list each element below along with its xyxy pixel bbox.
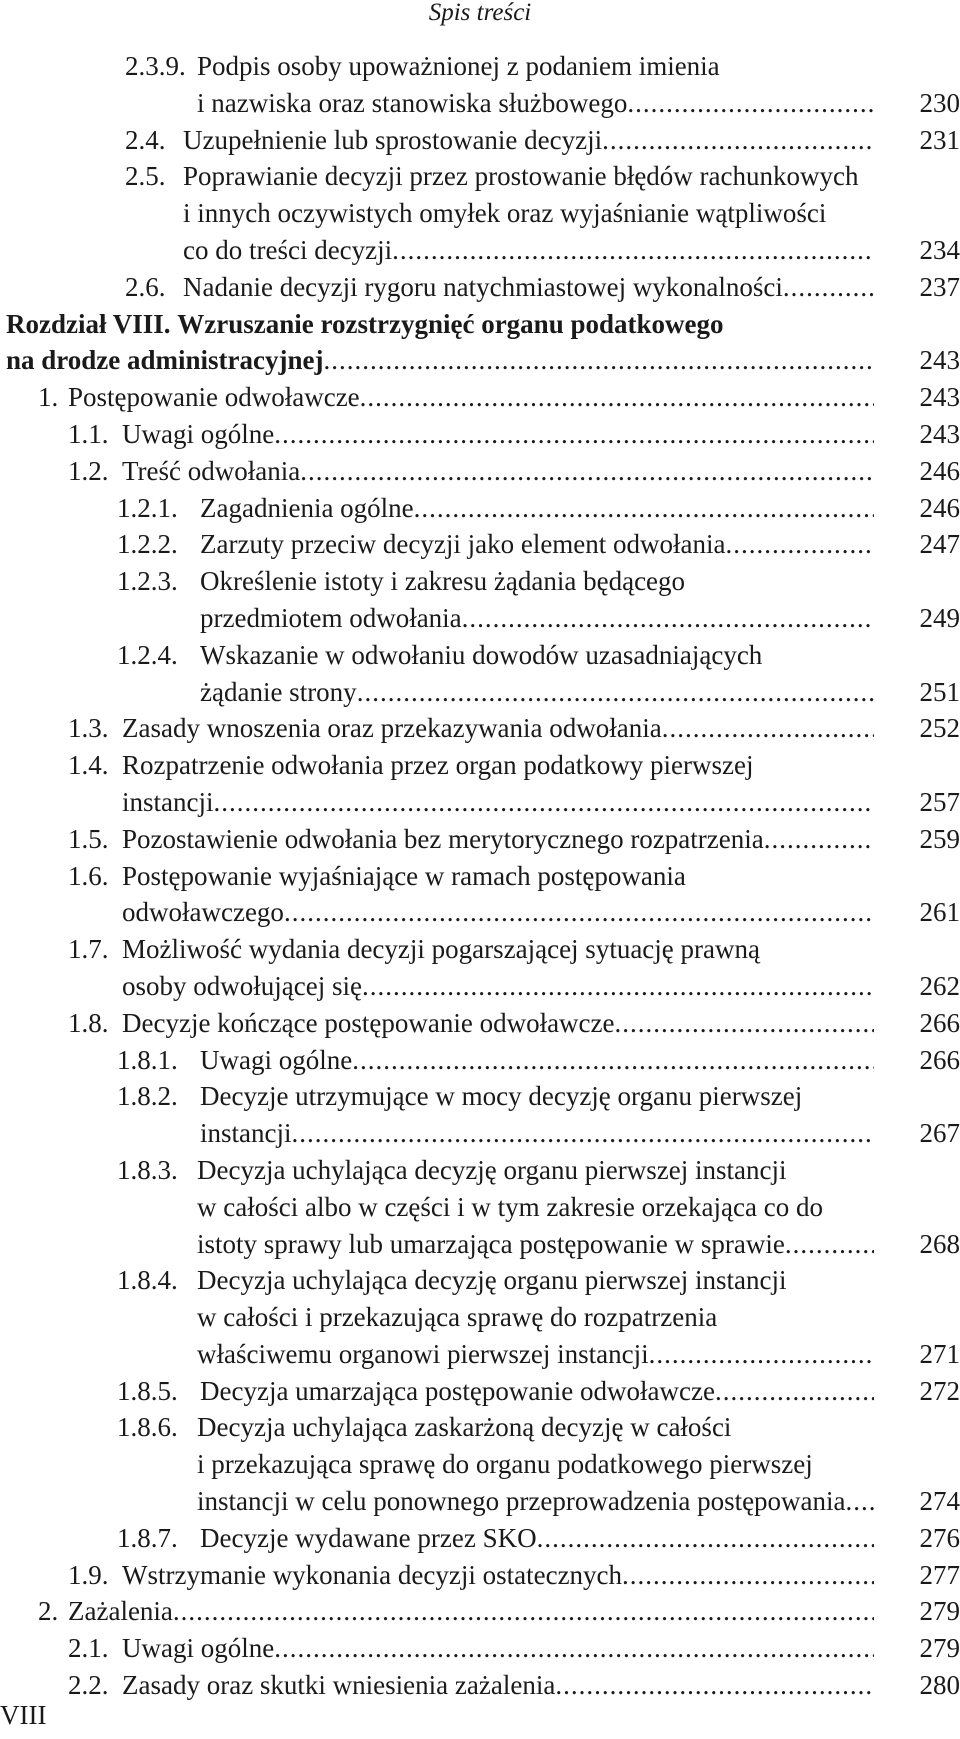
entry-title-line: instancji ..... bbox=[122, 784, 874, 821]
dot-leader bbox=[662, 710, 874, 747]
entry-title bbox=[122, 1005, 874, 1042]
dot-leader bbox=[291, 1115, 874, 1152]
entry-title-line: Podpis osoby upoważnionej z podaniem imienia bbox=[197, 51, 720, 81]
dot-leader bbox=[324, 342, 875, 379]
entry-page-number: 234 bbox=[919, 234, 960, 265]
toc-entry[interactable] bbox=[0, 563, 960, 637]
entry-page-number: 257 bbox=[919, 786, 960, 817]
entry-title-line: na drodze administracyjnej ..... bbox=[6, 342, 874, 379]
entry-title-line: Wzruszanie rozstrzygnięć organu podatkowego bbox=[177, 308, 724, 339]
entry-title bbox=[122, 416, 874, 453]
toc-entry[interactable] bbox=[0, 1630, 960, 1667]
entry-number: 1.2. bbox=[68, 455, 109, 486]
dot-leader bbox=[726, 526, 874, 563]
entry-title bbox=[200, 1373, 874, 1410]
entry-page-number: 280 bbox=[919, 1670, 960, 1701]
toc-entry[interactable] bbox=[0, 269, 960, 306]
toc-entry[interactable] bbox=[0, 1078, 960, 1152]
entry-number: 1. bbox=[38, 382, 59, 413]
toc-entry[interactable] bbox=[0, 1667, 960, 1704]
entry-title-line: Decyzje kończące postępowanie odwoławcze ..... bbox=[122, 1005, 874, 1042]
entry-page-number: 271 bbox=[919, 1338, 960, 1369]
entry-title bbox=[200, 563, 874, 637]
entry-title bbox=[122, 1630, 874, 1667]
entry-number: 2.4. bbox=[125, 124, 166, 155]
toc-entry[interactable] bbox=[0, 858, 960, 932]
entry-number: 1.1. bbox=[68, 418, 109, 449]
entry-title bbox=[122, 1667, 874, 1704]
entry-number: 1.8.2. bbox=[117, 1081, 178, 1112]
entry-page-number: 266 bbox=[919, 1007, 960, 1038]
entry-title-line: Wstrzymanie wykonania decyzji ostatecznych ..... bbox=[122, 1557, 874, 1594]
entry-title-line: Określenie istoty i zakresu żądania będącego bbox=[200, 566, 686, 597]
entry-title bbox=[200, 1078, 874, 1152]
entry-title-line: Zażalenia ..... bbox=[68, 1593, 874, 1630]
entry-title-line: Pozostawienie odwołania bez merytorycznego rozpatrzenia ..... bbox=[122, 821, 874, 858]
dot-leader bbox=[785, 1226, 874, 1263]
entry-page-number: 246 bbox=[919, 492, 960, 523]
toc-entry[interactable] bbox=[0, 453, 960, 490]
dot-leader bbox=[627, 85, 874, 122]
entry-title-line: Możliwość wydania decyzji pogarszającej sytuację prawną bbox=[122, 934, 760, 965]
entry-number: 2.1. bbox=[68, 1633, 109, 1664]
entry-page-number: 252 bbox=[919, 713, 960, 744]
dot-leader bbox=[783, 269, 874, 306]
entry-number: 1.9. bbox=[68, 1559, 109, 1590]
running-title: Spis treści bbox=[428, 0, 532, 26]
entry-number: 1.7. bbox=[68, 934, 109, 965]
chapter-entry[interactable] bbox=[0, 306, 960, 380]
entry-page-number: 251 bbox=[919, 676, 960, 707]
toc-entry[interactable] bbox=[0, 1005, 960, 1042]
entry-title-line: odwoławczego ..... bbox=[122, 894, 874, 931]
entry-page-number: 272 bbox=[919, 1375, 960, 1406]
entry-number: 1.8.5. bbox=[117, 1375, 178, 1406]
entry-title bbox=[197, 1409, 874, 1519]
toc-entry[interactable] bbox=[0, 710, 960, 747]
entry-number: 1.3. bbox=[68, 713, 109, 744]
entry-page-number: 237 bbox=[919, 271, 960, 302]
entry-title bbox=[122, 858, 874, 932]
toc-entry[interactable] bbox=[0, 1409, 960, 1519]
entry-title-line: Uzupełnienie lub sprostowanie decyzji ..... bbox=[183, 122, 874, 159]
entry-title-line: i innych oczywistych omyłek oraz wyjaśnianie wątpliwości bbox=[183, 198, 827, 229]
dot-leader bbox=[462, 600, 874, 637]
page-footer bbox=[0, 1700, 46, 1730]
entry-title-line: Postępowanie wyjaśniające w ramach postępowania bbox=[122, 860, 686, 891]
toc-entry[interactable] bbox=[0, 122, 960, 159]
toc-entry[interactable] bbox=[0, 158, 960, 268]
entry-title-line: istoty sprawy lub umarzająca postępowanie w sprawie ..... bbox=[197, 1226, 874, 1263]
entry-page-number: 266 bbox=[919, 1044, 960, 1075]
entry-title-line: Treść odwołania ..... bbox=[122, 453, 874, 490]
entry-title-line: właściwemu organowi pierwszej instancji ..... bbox=[197, 1336, 874, 1373]
entry-page-number: 268 bbox=[919, 1228, 960, 1259]
dot-leader bbox=[173, 1593, 874, 1630]
dot-leader bbox=[555, 1667, 874, 1704]
toc-entry[interactable] bbox=[0, 637, 960, 711]
entry-page-number: 276 bbox=[919, 1522, 960, 1553]
entry-number: 1.2.4. bbox=[117, 639, 178, 670]
dot-leader bbox=[284, 894, 874, 931]
entry-page-number: 249 bbox=[919, 602, 960, 633]
dot-leader bbox=[352, 1042, 874, 1079]
toc-entry[interactable] bbox=[0, 821, 960, 858]
entry-page-number: 277 bbox=[919, 1559, 960, 1590]
entry-number: 1.4. bbox=[68, 750, 109, 781]
entry-number: 2.6. bbox=[125, 271, 166, 302]
entry-title-line: Uwagi ogólne ..... bbox=[122, 416, 874, 453]
dot-leader bbox=[362, 968, 874, 1005]
entry-title bbox=[122, 710, 874, 747]
entry-title-line: Postępowanie odwoławcze ..... bbox=[68, 379, 874, 416]
entry-title-line: Zagadnienia ogólne ..... bbox=[200, 490, 874, 527]
toc-entry[interactable] bbox=[0, 1373, 960, 1410]
toc-entry[interactable] bbox=[0, 526, 960, 563]
entry-title bbox=[122, 747, 874, 821]
entry-number: 2.5. bbox=[125, 161, 166, 192]
entry-number: 2.2. bbox=[68, 1670, 109, 1701]
entry-title bbox=[200, 1520, 874, 1557]
entry-title-line: co do treści decyzji ..... bbox=[183, 232, 874, 269]
entry-page-number: 279 bbox=[919, 1596, 960, 1627]
entry-number: 1.8. bbox=[68, 1007, 109, 1038]
entry-title-line: Zasady oraz skutki wniesienia zażalenia ..... bbox=[122, 1667, 874, 1704]
entry-page-number: 243 bbox=[919, 418, 960, 449]
entry-page-number: 231 bbox=[919, 124, 960, 155]
entry-title bbox=[122, 1557, 874, 1594]
dot-leader bbox=[213, 784, 874, 821]
dot-leader bbox=[615, 1005, 875, 1042]
entry-title-line: Poprawianie decyzji przez prostowanie błędów rachunkowych bbox=[183, 161, 859, 192]
entry-title-line: w całości albo w części i w tym zakresie orzekająca co do bbox=[197, 1191, 823, 1222]
entry-page-number: 262 bbox=[919, 970, 960, 1001]
entry-title bbox=[68, 1593, 874, 1630]
page-header bbox=[0, 0, 960, 26]
entry-title-line: instancji ..... bbox=[200, 1115, 874, 1152]
entry-number: 2.3.9. bbox=[125, 51, 186, 81]
toc-entry[interactable] bbox=[0, 1042, 960, 1079]
entry-title-line: i przekazująca sprawę do organu podatkowego pierwszej bbox=[197, 1449, 813, 1480]
dot-leader bbox=[715, 1373, 874, 1410]
dot-leader bbox=[649, 1336, 874, 1373]
entry-title-line: Wskazanie w odwołaniu dowodów uzasadniających bbox=[200, 639, 763, 670]
entry-number: 1.5. bbox=[68, 823, 109, 854]
entry-title bbox=[200, 526, 874, 563]
table-of-contents bbox=[0, 48, 960, 1704]
entry-title bbox=[183, 122, 874, 159]
entry-title bbox=[122, 821, 874, 858]
toc-entry[interactable] bbox=[0, 1520, 960, 1557]
entry-title-line: Uwagi ogólne ..... bbox=[122, 1630, 874, 1667]
entry-title-line: Decyzja umarzająca postępowanie odwoławcze ..... bbox=[200, 1373, 874, 1410]
entry-title bbox=[200, 1042, 874, 1079]
dot-leader bbox=[602, 122, 874, 159]
toc-entry[interactable] bbox=[0, 379, 960, 416]
entry-page-number: 246 bbox=[919, 455, 960, 486]
dot-leader bbox=[764, 821, 874, 858]
entry-number: 1.2.2. bbox=[117, 529, 178, 560]
entry-title-line: instancji w celu ponownego przeprowadzenia postępowania ..... bbox=[197, 1483, 874, 1520]
entry-title-line: Decyzja uchylająca decyzję organu pierwszej instancji bbox=[197, 1265, 787, 1296]
entry-number: 1.2.3. bbox=[117, 566, 178, 597]
entry-title bbox=[122, 931, 874, 1005]
entry-title-line: Nadanie decyzji rygoru natychmiastowej wykonalności ..... bbox=[183, 269, 874, 306]
entry-title bbox=[197, 48, 874, 122]
entry-title bbox=[197, 1262, 874, 1372]
entry-title-line: w całości i przekazująca sprawę do rozpatrzenia bbox=[197, 1302, 718, 1333]
toc-entry[interactable] bbox=[0, 48, 960, 122]
entry-page-number: 279 bbox=[919, 1633, 960, 1664]
entry-number: 1.6. bbox=[68, 860, 109, 891]
toc-entry[interactable] bbox=[0, 1262, 960, 1372]
entry-page-number: 247 bbox=[919, 529, 960, 560]
entry-title-line: Zasady wnoszenia oraz przekazywania odwołania ..... bbox=[122, 710, 874, 747]
dot-leader bbox=[357, 674, 874, 711]
toc-entry[interactable] bbox=[0, 490, 960, 527]
dot-leader bbox=[360, 379, 874, 416]
dot-leader bbox=[414, 490, 874, 527]
entry-page-number: 259 bbox=[919, 823, 960, 854]
dot-leader bbox=[300, 453, 874, 490]
toc-entry[interactable] bbox=[0, 416, 960, 453]
dot-leader bbox=[537, 1520, 874, 1557]
entry-number: 1.8.6. bbox=[117, 1412, 178, 1443]
dot-leader bbox=[274, 416, 874, 453]
entry-number: 1.2.1. bbox=[117, 492, 178, 523]
entry-title-line: osoby odwołującej się ..... bbox=[122, 968, 874, 1005]
entry-title-line: i nazwiska oraz stanowiska służbowego ..... bbox=[197, 85, 874, 122]
entry-title-line: Decyzje wydawane przez SKO ..... bbox=[200, 1520, 874, 1557]
entry-title bbox=[183, 158, 874, 268]
entry-title-line: Zarzuty przeciw decyzji jako element odwołania ..... bbox=[200, 526, 874, 563]
entry-title-line: Uwagi ogólne ..... bbox=[200, 1042, 874, 1079]
entry-number: 1.8.4. bbox=[117, 1265, 178, 1296]
entry-title bbox=[200, 637, 874, 711]
entry-title-line: Rozpatrzenie odwołania przez organ podatkowy pierwszej bbox=[122, 750, 754, 781]
page-number: VIII bbox=[0, 1700, 47, 1730]
entry-number: Rozdział VIII. bbox=[6, 308, 171, 339]
toc-entry[interactable] bbox=[0, 747, 960, 821]
entry-title bbox=[183, 269, 874, 306]
entry-number: 1.8.7. bbox=[117, 1522, 178, 1553]
entry-page-number: 267 bbox=[919, 1118, 960, 1149]
toc-entry[interactable] bbox=[0, 1152, 960, 1262]
toc-entry[interactable] bbox=[0, 1593, 960, 1630]
entry-page-number: 243 bbox=[919, 345, 960, 376]
entry-page-number: 230 bbox=[919, 87, 960, 118]
entry-title-line: Decyzja uchylająca decyzję organu pierwszej instancji bbox=[197, 1154, 787, 1185]
entry-title-line: Decyzje utrzymujące w mocy decyzję organu pierwszej bbox=[200, 1081, 803, 1112]
entry-title bbox=[197, 1152, 874, 1262]
dot-leader bbox=[392, 232, 874, 269]
entry-title-line: Decyzja uchylająca zaskarżoną decyzję w całości bbox=[197, 1412, 732, 1443]
entry-number: 1.8.3. bbox=[117, 1154, 178, 1185]
toc-entry[interactable] bbox=[0, 931, 960, 1005]
entry-page-number: 261 bbox=[919, 897, 960, 928]
entry-title-line: żądanie strony ..... bbox=[200, 674, 874, 711]
dot-leader bbox=[622, 1557, 874, 1594]
entry-title bbox=[122, 453, 874, 490]
dot-leader bbox=[846, 1483, 874, 1520]
entry-title bbox=[200, 490, 874, 527]
entry-number: 1.8.1. bbox=[117, 1044, 178, 1075]
entry-page-number: 243 bbox=[919, 382, 960, 413]
dot-leader bbox=[274, 1630, 874, 1667]
entry-title-line: przedmiotem odwołania ..... bbox=[200, 600, 874, 637]
entry-title bbox=[68, 379, 874, 416]
entry-number: 2. bbox=[38, 1596, 59, 1627]
toc-entry[interactable] bbox=[0, 1557, 960, 1594]
entry-page-number: 274 bbox=[919, 1486, 960, 1517]
